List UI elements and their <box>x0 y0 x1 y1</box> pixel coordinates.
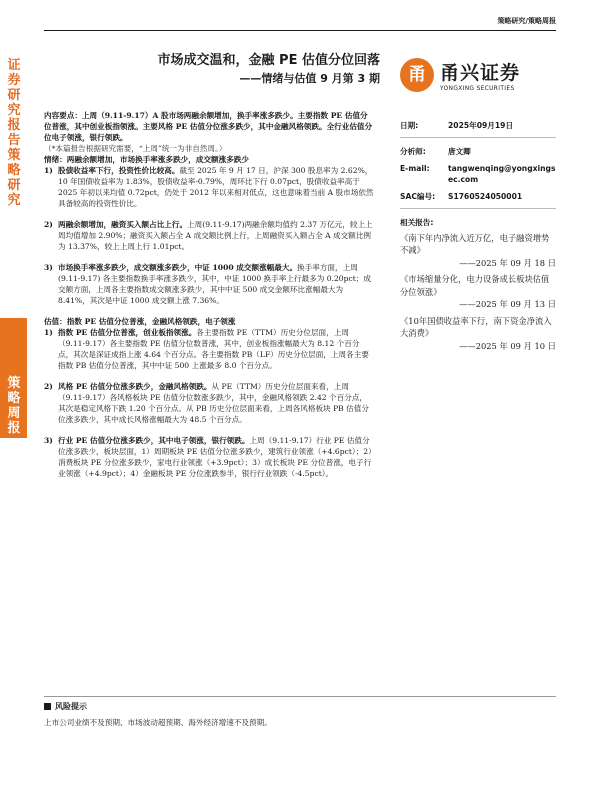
item-body: 上周（9.11-9.17）行业 PE 估值分位涨多跌少，板块层面，1）周期板块 PE 估值分位涨多跌少，建筑行业领涨（+4.6pct）；2）消费板块 PE 分位涨多跌少，家电行业领涨（+3.9pct）；3）成长板块 PE 分位普涨，电子行业领涨（+4.9pct）；4）金融板块 PE 分位涨跌参半，银行行业领跌（-4.5pct）。 <box>58 436 372 478</box>
valuation-heading: 估值：指数 PE 估值分位普涨，金融风格领跌，电子领涨 <box>44 317 236 326</box>
square-bullet-icon <box>44 703 51 710</box>
risk-heading <box>44 696 556 713</box>
related-report-text[interactable]: 《10年国债收益率下行，南下资金净流入大消费》 <box>400 315 552 339</box>
item-body: 上周(9.11-9.17)两融余额均值约 2.37 万亿元，较上上周均值增加 2.90%；融资买入额占全 A 成交额比例上行，上周融资买入额占全 A 成交额比例为 13.37%，较上上周上行 1.01pct。 <box>58 220 373 251</box>
item-head: 市场换手率涨多跌少，成交额涨多跌少，中证 1000 成交额涨幅最大。 <box>58 263 298 272</box>
item-number: 2) <box>44 220 53 229</box>
item-body: 从 PE（TTM）历史分位层面来看，上周（9.11-9.17）各风格板块 PE 估值分位数涨多跌少，其中，金融风格领跌 2.42 个百分点，其次是稳定风格下跌 1.20 个百分点。从 PB 历史分位层面来看，上周各风格板块 PB 估值分位涨多跌少，其中成长风格涨幅最大为 48.5 个百分点。 <box>58 382 369 424</box>
related-report-3[interactable] <box>400 315 556 352</box>
related-reports-title: 相关报告: <box>400 218 434 227</box>
related-report-1[interactable] <box>400 232 556 269</box>
item-head: 指数 PE 估值分位普涨，创业板指领涨。 <box>58 328 197 337</box>
item-number: 3) <box>44 436 53 445</box>
logo-mark-icon: 甬 <box>400 58 434 92</box>
main-content <box>44 110 374 489</box>
left-sidebar <box>0 0 27 800</box>
related-report-date: ——2025 年 09 月 10 日 <box>459 340 556 351</box>
logo-name: 甬兴证券 <box>440 62 521 84</box>
header-rule <box>44 30 556 31</box>
related-report-2[interactable] <box>400 273 556 310</box>
valuation-item-3 <box>44 435 374 479</box>
item-head: 股债收益率下行，投资性价比较高。 <box>58 166 180 175</box>
item-head: 两融余额增加，融资买入额占比上行。 <box>58 220 188 229</box>
item-body: 各主要指数 PE（TTM）历史分位层面，上周（9.11-9.17）各主要指数 PE 估值分位数普涨，其中，创业板指涨幅最大为 8.12 个百分点，其次是深证成指上涨 4.64 个百分点。各主要指数 PB（LF）历史分位层面，上周各主要指数 PB 估值分位普涨，其中中证 500 上涨最多 8.0 个百分点。 <box>58 328 369 370</box>
meta-divider <box>400 137 556 138</box>
risk-text: 上市公司业绩不及预期、市场波动超预期、海外经济增速不及预期。 <box>44 717 272 727</box>
valuation-item-2 <box>44 381 374 425</box>
sentiment-item-3 <box>44 262 374 306</box>
risk-section <box>44 696 556 728</box>
meta-divider <box>400 208 556 209</box>
sentiment-item-2 <box>44 219 374 252</box>
analyst-label: 分析师: <box>400 147 426 156</box>
sentiment-heading: 情绪：两融余额增加，市场换手率涨多跌少，成交额涨多跌少 <box>44 155 250 164</box>
item-head: 风格 PE 估值分位涨多跌少，金融风格领跌。 <box>58 382 212 391</box>
item-body: 截至 2025 年 9 月 17 日，沪深 300 股息率为 2.62%，10 年国债收益率为 1.83%，股债收益率-0.79%，周环比下行 0.07pct，股债收益率高于 2025 年初以来均值 0.72pct，仍处于 2012 年以来相对低点，这也意味着当前 A 股市场依然具备较高的投资性价比。 <box>58 166 374 208</box>
analyst-row <box>400 146 556 157</box>
sidebar-top-label: 证券研究报告 策略研究 <box>7 58 21 208</box>
date-row <box>400 120 556 131</box>
corner-tag: 策略研究/策略周报 <box>497 17 556 25</box>
date-label: 日期: <box>400 121 419 130</box>
date-value: 2025年09月19日 <box>448 121 514 130</box>
sac-row <box>400 191 556 202</box>
logo-english: YONGXING SECURITIES <box>440 86 515 92</box>
sac-value: S1760524050001 <box>448 192 523 201</box>
summary-note: （*本篇报告根据研究需要，“上周”统一为非自然周。） <box>44 144 227 153</box>
related-report-text[interactable]: 《南下年内净流入近万亿，电子融资增势不减》 <box>400 233 550 256</box>
related-report-text[interactable]: 《市场缩量分化，电力设备成长板块估值分位领涨》 <box>400 274 550 297</box>
valuation-item-1 <box>44 327 374 371</box>
summary-block <box>44 110 374 154</box>
item-head: 行业 PE 估值分位涨多跌少，其中电子领涨，银行领跌。 <box>58 436 250 445</box>
report-subtitle: ——情绪与估值 9 月第 3 期 <box>239 72 380 85</box>
email-label: E-mail: <box>400 164 430 173</box>
sentiment-item-1 <box>44 165 374 209</box>
related-report-date: ——2025 年 09 月 13 日 <box>459 299 556 310</box>
sidebar-band-label: 策略周报 <box>7 376 21 436</box>
email-row <box>400 163 556 185</box>
item-number: 3) <box>44 263 53 272</box>
item-body: 换手率方面，上周 (9.11-9.17) 各主要指数换手率涨多跌少，其中，中证 1000 换手率上行最多为 0.20pct；成交额方面，上周各主要指数成交额涨多跌少，其中中证 500 成交金额环比涨幅最大为 8.41%，其次是中证 1000 成交额上涨 7.36%。 <box>58 263 371 305</box>
company-logo <box>400 58 556 98</box>
risk-title-text: 风险提示 <box>55 702 87 711</box>
report-title: 市场成交温和，金融 PE 估值分位回落 <box>157 53 380 68</box>
item-number: 1) <box>44 166 53 175</box>
item-number: 2) <box>44 382 53 391</box>
summary-lead: 内容要点：上周（9.11-9.17）A 股市场两融余额增加，换手率涨多跌少。主要指数 PE 估值分位普涨，其中创业板指领涨。主要风格 PE 估值分位涨多跌少，其中金融风格领跌。全行业估值分位电子领涨，银行领跌。 <box>44 111 373 142</box>
related-report-date: ——2025 年 09 月 18 日 <box>459 257 556 268</box>
analyst-value: 唐文卿 <box>448 147 471 156</box>
sac-label: SAC编号: <box>400 192 436 201</box>
side-panel <box>400 120 556 356</box>
item-number: 1) <box>44 328 53 337</box>
email-value[interactable]: tangwenqing@yongxingsec.com <box>448 164 556 184</box>
